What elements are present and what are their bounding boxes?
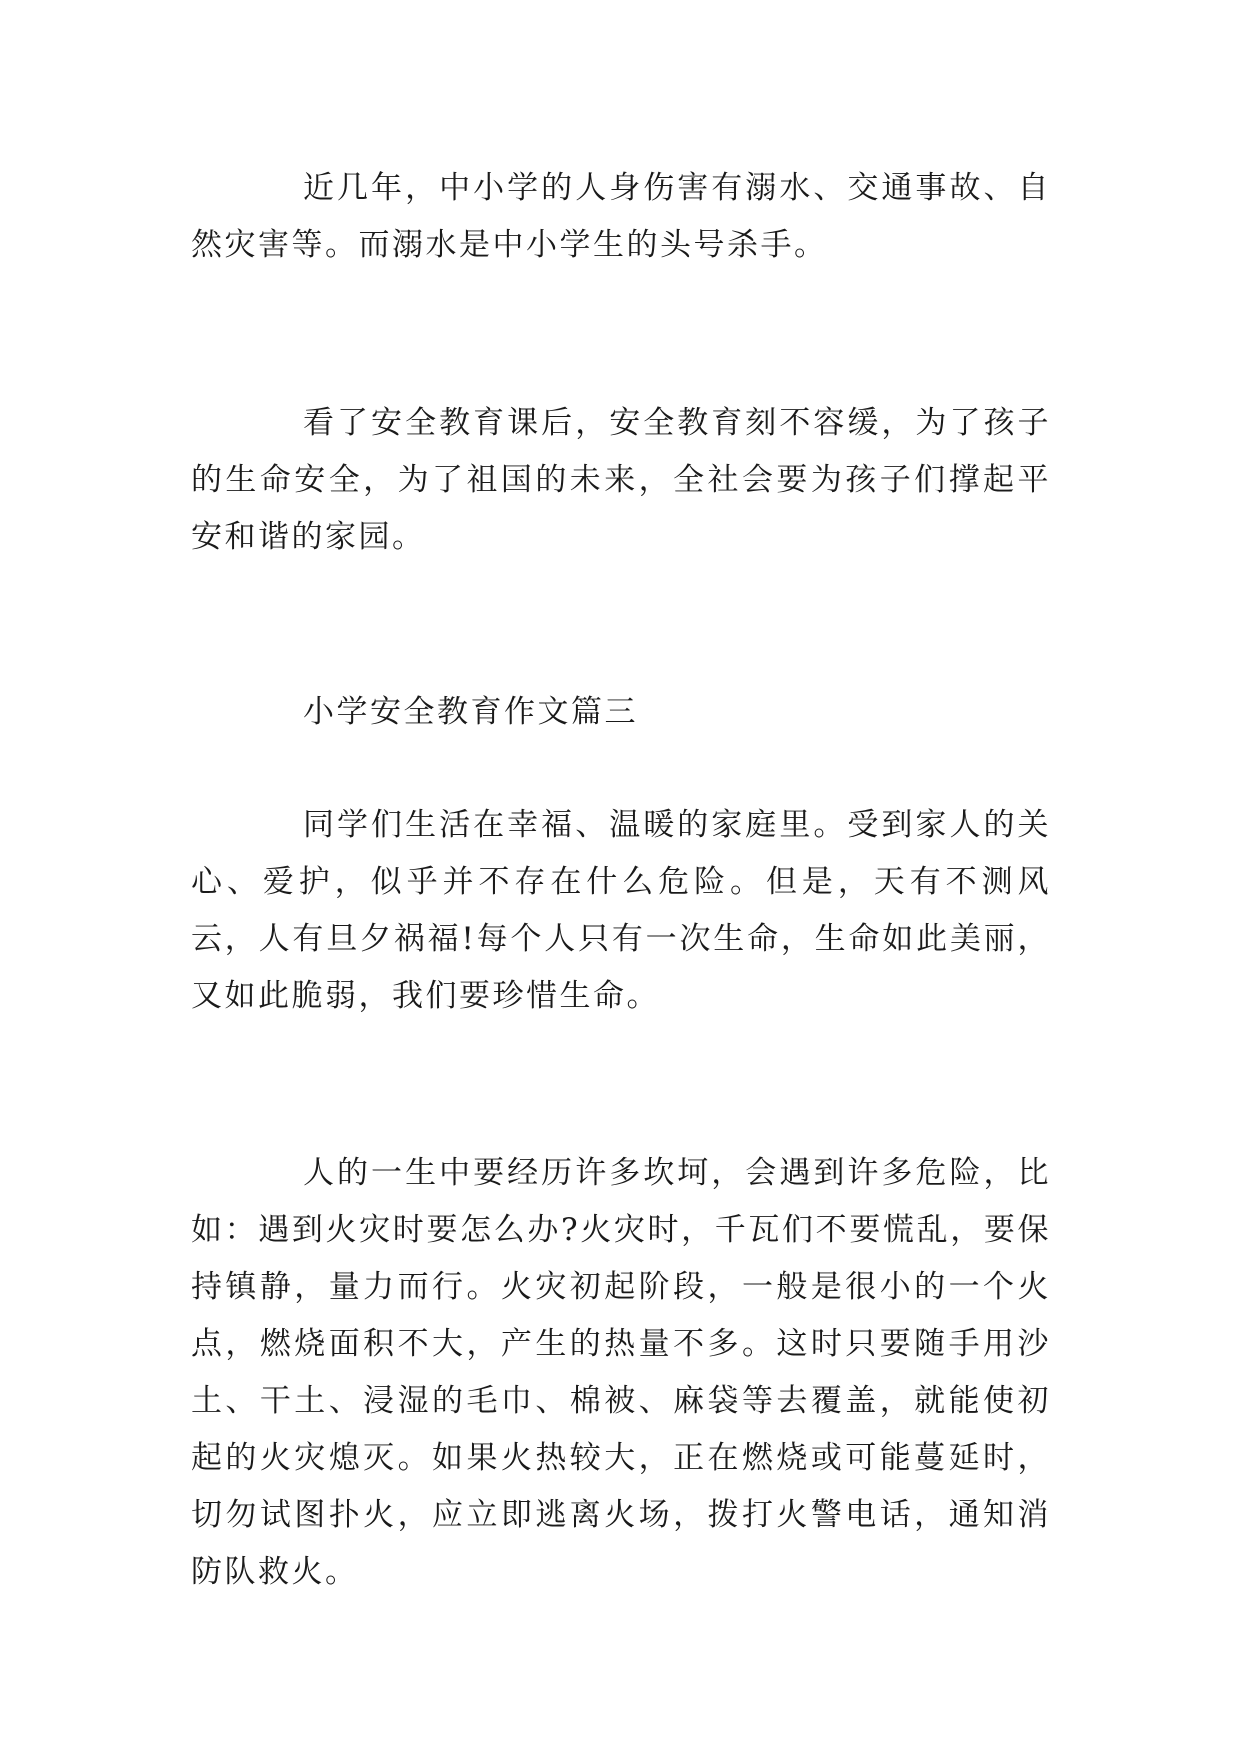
section-heading: 小学安全教育作文篇三 — [303, 694, 638, 730]
paragraph-safety-education: 看了安全教育课后，安全教育刻不容缓，为了孩子的生命安全，为了祖国的未来，全社会要为孩子们撑起平安和谐的家园。 — [191, 405, 1051, 555]
paragraph-fire-safety: 人的一生中要经历许多坎坷，会遇到许多危险，比如：遇到火灾时要怎么办?火灾时，千瓦们不要慌乱，要保持镇静，量力而行。火灾初起阶段，一般是很小的一个火点，燃烧面积不大，产生的热量不多。这时只要随手用沙土、干土、浸湿的毛巾、棉被、麻袋等去覆盖，就能使初起的火灾熄灭。如果火热较大，正在燃烧或可能蔓延时，切勿试图扑火，应立即逃离火场，拨打火警电话，通知消防队救火。 — [191, 1155, 1051, 1590]
paragraph-drowning-intro: 近几年，中小学的人身伤害有溺水、交通事故、自然灾害等。而溺水是中小学生的头号杀手。 — [191, 170, 1051, 263]
paragraph-cherish-life: 同学们生活在幸福、温暖的家庭里。受到家人的关心、爱护，似乎并不存在什么危险。但是，天有不测风云，人有旦夕祸福!每个人只有一次生命，生命如此美丽，又如此脆弱，我们要珍惜生命。 — [191, 807, 1051, 1014]
